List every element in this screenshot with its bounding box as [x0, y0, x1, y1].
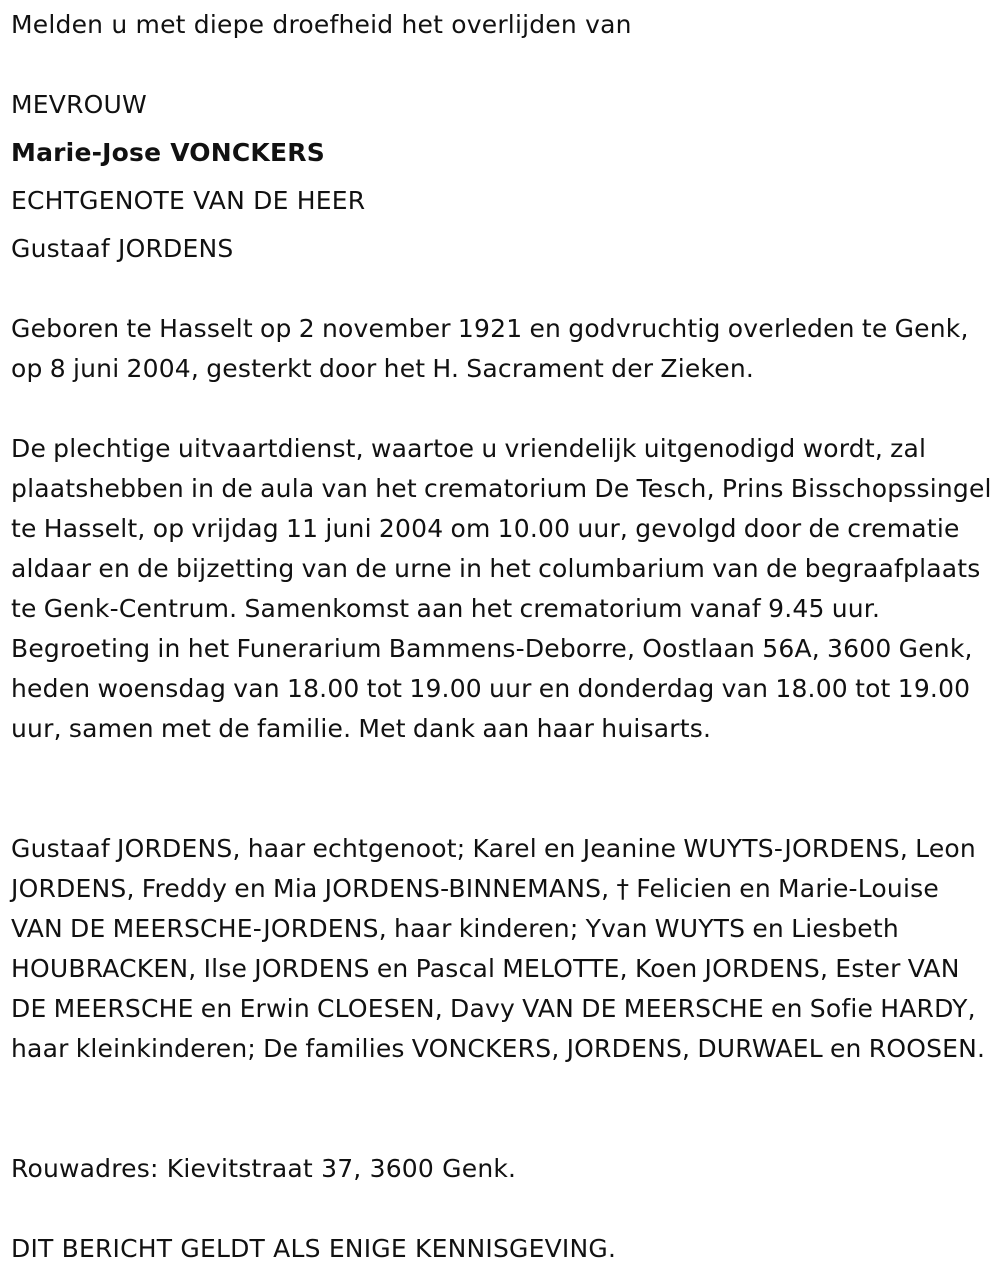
salutation: MEVROUW	[11, 90, 147, 119]
intro-text: Melden u met diepe droefheid het overlijden van	[11, 10, 632, 39]
deceased-name: Marie-Jose VONCKERS	[11, 138, 325, 167]
service-paragraph: De plechtige uitvaartdienst, waartoe u vriendelijk uitgenodigd wordt, zal plaatshebben in de aula van het crematorium De Tesch, Prins Bisschopssingel te Hasselt, op vrijdag 11 juni 2004 om 10.00 uur, gevolgd door de crematie aldaar en de bijzetting van de urne in het columbarium van de begraafplaats te Genk-Centrum. Samenkomst aan het crematorium vanaf 9.45 uur. Begroeting in het Funerarium Bammens-Deborre, Oostlaan 56A, 3600 Genk, heden woensdag van 18.00 tot 19.00 uur en donderdag van 18.00 tot 19.00 uur, samen met de familie. Met dank aan haar huisarts.	[11, 434, 992, 743]
relation-text: ECHTGENOTE VAN DE HEER	[11, 186, 366, 215]
birth-death-paragraph: Geboren te Hasselt op 2 november 1921 en godvruchtig overleden te Genk, op 8 juni 2004, gesterkt door het H. Sacrament der Zieken.	[11, 314, 969, 383]
closing-statement: DIT BERICHT GELDT ALS ENIGE KENNISGEVING.	[11, 1234, 617, 1263]
mourning-address: Rouwadres: Kievitstraat 37, 3600 Genk.	[11, 1154, 517, 1183]
family-paragraph: Gustaaf JORDENS, haar echtgenoot; Karel en Jeanine WUYTS-JORDENS, Leon JORDENS, Freddy en Mia JORDENS-BINNEMANS, † Felicien en Marie-Louise VAN DE MEERSCHE-JORDENS, haar kinderen; Yvan WUYTS en Liesbeth HOUBRACKEN, Ilse JORDENS en Pascal MELOTTE, Koen JORDENS, Ester VAN DE MEERSCHE en Erwin CLOESEN, Davy VAN DE MEERSCHE en Sofie HARDY, haar kleinkinderen; De families VONCKERS, JORDENS, DURWAEL en ROOSEN.	[11, 834, 986, 1063]
spouse-name: Gustaaf JORDENS	[11, 234, 234, 263]
